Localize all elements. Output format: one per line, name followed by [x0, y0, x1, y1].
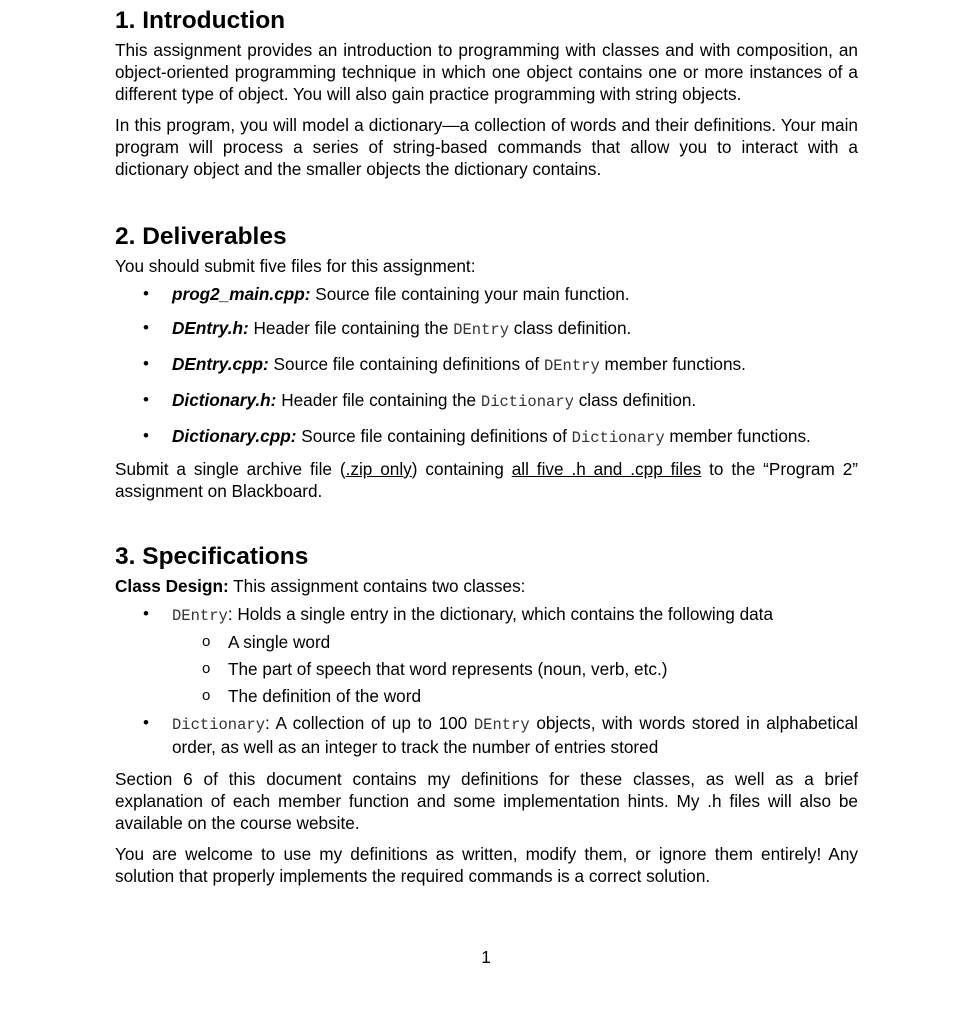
sub-bullet-icon: o — [202, 660, 211, 677]
intro-paragraph-2: In this program, you will model a dictionary—a collection of words and their definitions. Your main program will process a series of string-based commands that allow you to interact with a dictionary object and the smaller objects the dictionary contains. — [115, 115, 858, 179]
deliverable-filename: DEntry.cpp: — [172, 354, 269, 374]
deliverable-item-dictionary-cpp — [115, 425, 858, 449]
deliverable-description: Source file containing your main function. — [310, 284, 630, 304]
section-heading-deliverables: 2. Deliverables — [115, 223, 287, 250]
deliverable-item-dentry-h — [115, 317, 858, 341]
dentry-field-text: The part of speech that word represents (noun, verb, etc.) — [228, 659, 668, 679]
section-heading-specifications: 3. Specifications — [115, 543, 309, 570]
specs-paragraph-2: You are welcome to use my definitions as written, modify them, or ignore them entirely! Any solution that properly implements the required commands is a correct solution. — [115, 844, 858, 886]
deliverable-description: Source file containing definitions of — [296, 426, 572, 446]
sub-bullet-icon: o — [202, 687, 211, 704]
submission-text: ) containing — [411, 459, 512, 479]
submission-text: to the “Program 2” assignment on Blackboard. — [115, 459, 858, 501]
specs-paragraph-1: Section 6 of this document contains my definitions for these classes, as well as a brief explanation of each member function and some implementation hints. My .h files will also be available on the course website. — [115, 769, 858, 833]
bullet-icon: • — [143, 604, 149, 623]
deliverable-item-dictionary-h — [115, 389, 858, 413]
dentry-field-text: A single word — [228, 632, 331, 652]
zip-only-note: .zip only — [345, 459, 412, 479]
bullet-icon: • — [143, 426, 149, 445]
code-class-name: DEntry — [453, 321, 510, 339]
class-description-end: objects, with words stored in alphabetical order, as well as an integer to track the number of entries stored — [172, 713, 858, 757]
deliverable-description-end: member functions. — [599, 354, 746, 374]
class-description: : Holds a single entry in the dictionary, which contains the following data — [227, 604, 774, 624]
deliverable-filename: Dictionary.h: — [172, 390, 277, 410]
deliverable-description: Header file containing the — [276, 390, 481, 410]
deliverable-description-end: class definition. — [509, 318, 632, 338]
bullet-icon: • — [143, 354, 149, 373]
section-heading-introduction: 1. Introduction — [115, 7, 286, 34]
deliverable-filename: Dictionary.cpp: — [172, 426, 297, 446]
deliverable-filename: DEntry.h: — [172, 318, 249, 338]
class-item-dictionary — [115, 712, 858, 758]
code-class-name: Dictionary — [172, 716, 266, 734]
code-class-name: DEntry — [172, 607, 228, 625]
deliverable-description-end: member functions. — [664, 426, 811, 446]
sub-bullet-icon: o — [202, 633, 211, 650]
code-class-name: DEntry — [473, 716, 530, 734]
deliverables-intro: You should submit five files for this assignment: — [115, 256, 476, 276]
class-description: : A collection of up to 100 — [265, 713, 474, 733]
class-item-dentry — [115, 603, 858, 707]
class-design-label: Class Design: — [115, 576, 229, 596]
bullet-icon: • — [143, 390, 149, 409]
all-files-note: all five .h and .cpp files — [511, 459, 702, 479]
dentry-field-text: The definition of the word — [228, 686, 421, 706]
intro-paragraph-1: This assignment provides an introduction to programming with classes and with composition, an object-oriented programming technique in which one object contains one or more instances of a different type of object. You will also gain practice programming with string objects. — [115, 40, 858, 104]
page-number: 1 — [481, 947, 491, 967]
code-class-name: DEntry — [543, 357, 600, 375]
class-design-line — [115, 575, 858, 597]
dentry-field-item — [172, 685, 858, 707]
submission-text: Submit a single archive file ( — [115, 459, 346, 479]
bullet-icon: • — [143, 284, 149, 303]
dentry-field-item — [172, 631, 858, 653]
classes-list — [115, 603, 858, 758]
deliverable-description-end: class definition. — [573, 390, 697, 410]
bullet-icon: • — [143, 713, 149, 732]
deliverable-description: Source file containing definitions of — [268, 354, 544, 374]
dentry-field-item — [172, 658, 858, 680]
code-class-name: Dictionary — [571, 429, 665, 447]
bullet-icon: • — [143, 318, 149, 337]
class-design-text: This assignment contains two classes: — [228, 576, 526, 596]
deliverable-item-main — [115, 283, 858, 305]
section-deliverables — [115, 222, 858, 502]
deliverable-filename: prog2_main.cpp: — [172, 284, 311, 304]
deliverables-list — [115, 283, 858, 449]
submission-instructions — [115, 458, 858, 502]
deliverable-description: Header file containing the — [248, 318, 454, 338]
deliverable-item-dentry-cpp — [115, 353, 858, 377]
dentry-fields-list — [172, 631, 858, 707]
code-class-name: Dictionary — [480, 393, 574, 411]
section-specifications — [115, 542, 858, 887]
section-introduction — [115, 6, 858, 180]
